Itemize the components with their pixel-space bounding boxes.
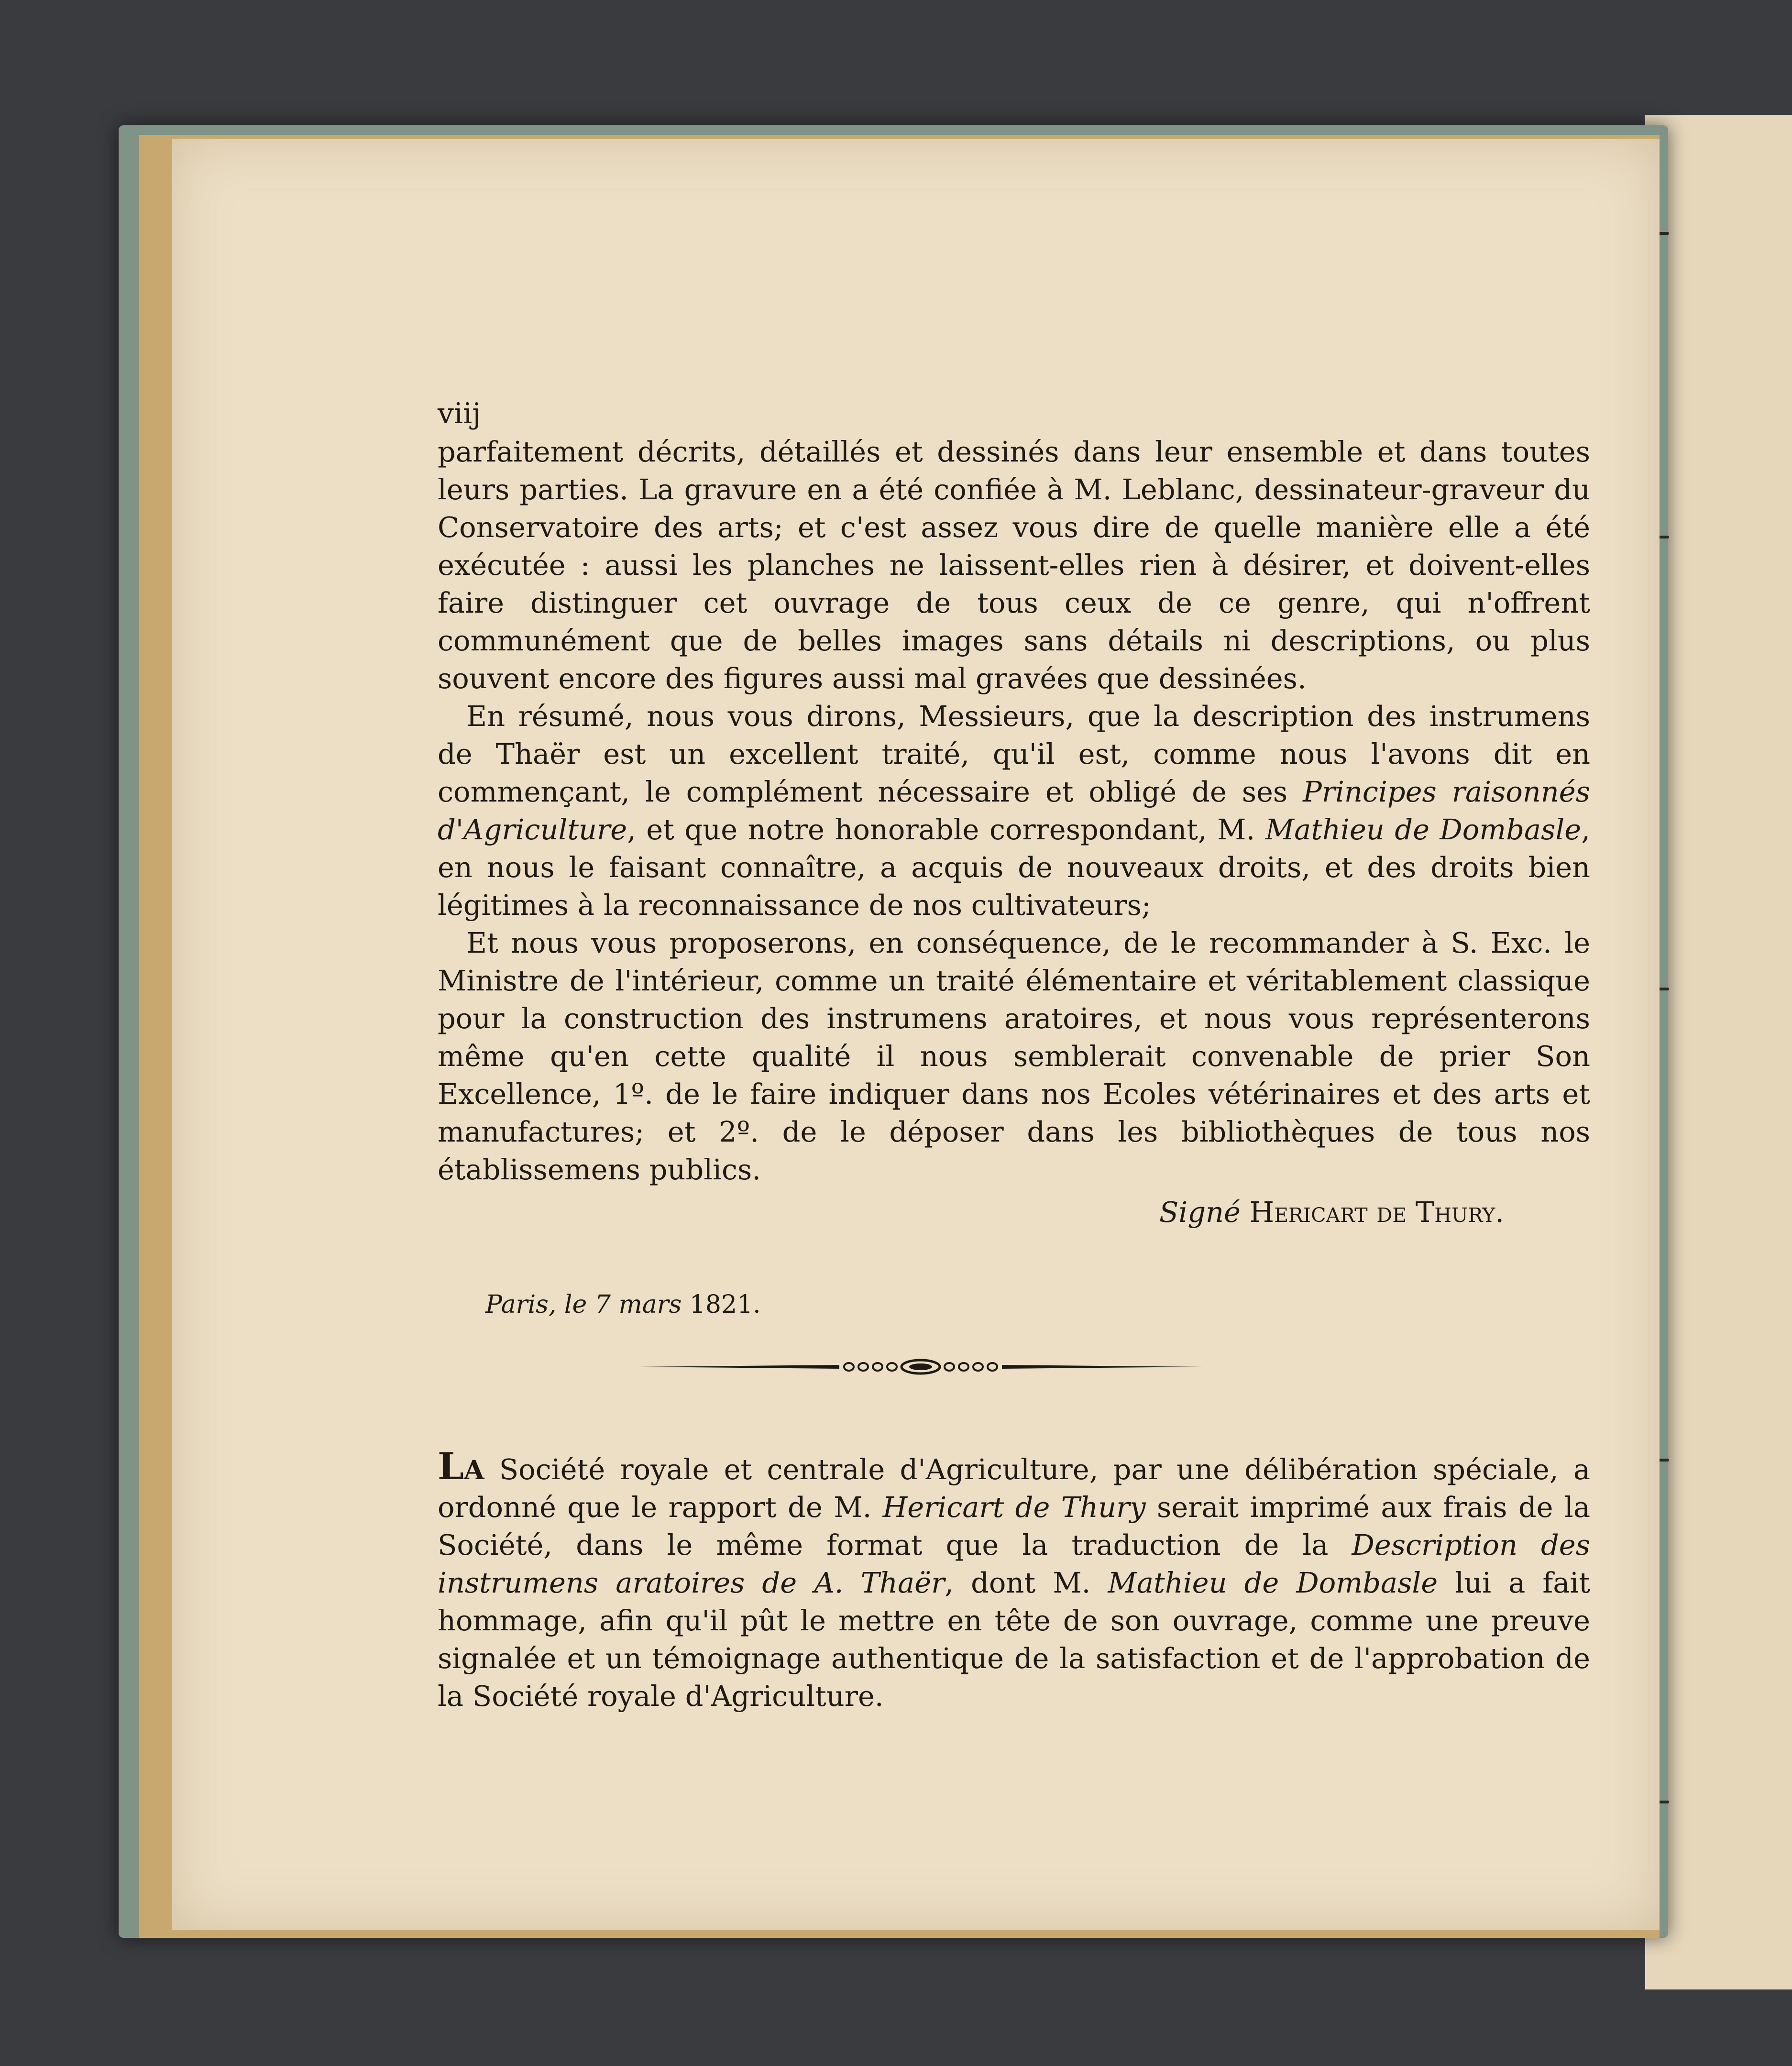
ornament-divider [638,1357,1203,1376]
dombasle-name: Mathieu de Dombasle [1265,813,1582,846]
closing-text: Société royale et centrale d'Agriculture, par une délibération spéciale, a ordonné que le rapport de M. [438,1453,1590,1524]
paragraph-closing [438,1445,1590,1715]
drop-cap: La [438,1445,484,1488]
closing-text: serait imprimé aux frais de la Société, dans le même format que la traduction de la [438,1491,1590,1561]
resume-text: , et que notre honorable correspondant, M. [627,813,1265,846]
book-page [172,139,1660,1930]
principes-title: Principes raisonnés d'Agriculture [438,775,1590,846]
signature-signe: Signé [1159,1196,1241,1229]
paragraph-resume [438,697,1590,924]
resume-text: , en nous le faisant connaître, a acquis de nouveaux droits, et des droits bien légitimes à la reconnaissance de nos cultivateurs; [438,813,1590,922]
resume-text: En résumé, nous vous dirons, Messieurs, que la description des instrumens de Thaër est un excellent traité, qu'il est, comme nous l'avons dit en commençant, le complément nécessaire et obligé de ses [438,700,1590,808]
page-number: viij [438,397,481,430]
hericart-name: Hericart de Thury [882,1491,1146,1524]
paragraph-engraving: parfaitement décrits, détaillés et dessinés dans leur ensemble et dans toutes leurs parties. La gravure en a été confiée à M. Leblanc, dessinateur-graveur du Conservatoire des arts; et c'est assez vous dire de quelle manière elle a été exécutée : aussi les planches ne laissent-elles rien à désirer, et doivent-elles faire distinguer cet ouvrage de tous ceux de ce genre, qui n'offrent communément que de belles images sans détails ni descriptions, ou plus souvent encore des figures aussi mal gravées que dessinées. [438,435,1590,695]
date-day: le 7 mars [564,1290,682,1319]
date-line [438,1286,1590,1324]
description-title: Description des instrumens aratoires de A. Thaër [438,1528,1590,1599]
page-body [438,399,1590,1715]
signature [438,1193,1590,1231]
dombasle-name: Mathieu de Dombasle [1108,1566,1438,1599]
date-place: Paris, [485,1290,557,1319]
date-year: 1821. [689,1290,761,1319]
paragraph-proposal: Et nous vous proposerons, en conséquence, de le recommander à S. Exc. le Ministre de l'intérieur, comme un traité élémentaire et véritablement classique pour la construction des instrumens aratoires, et nous vous représenterons même qu'en cette qualité il nous semblerait convenable de prier Son Excellence, 1º. de le faire indiquer dans nos Ecoles vétérinaires et des arts et manufactures; et 2º. de le déposer dans les bibliothèques de tous nos établissemens publics. [438,926,1590,1186]
closing-text: lui a fait hommage, afin qu'il pût le mettre en tête de son ouvrage, comme une preuve signalée et un témoignage authentique de la satisfaction et de l'approbation de la Société royale d'Agriculture. [438,1566,1590,1713]
closing-text: , dont M. [945,1566,1108,1599]
signature-name: Hericart de Thury. [1249,1196,1504,1229]
